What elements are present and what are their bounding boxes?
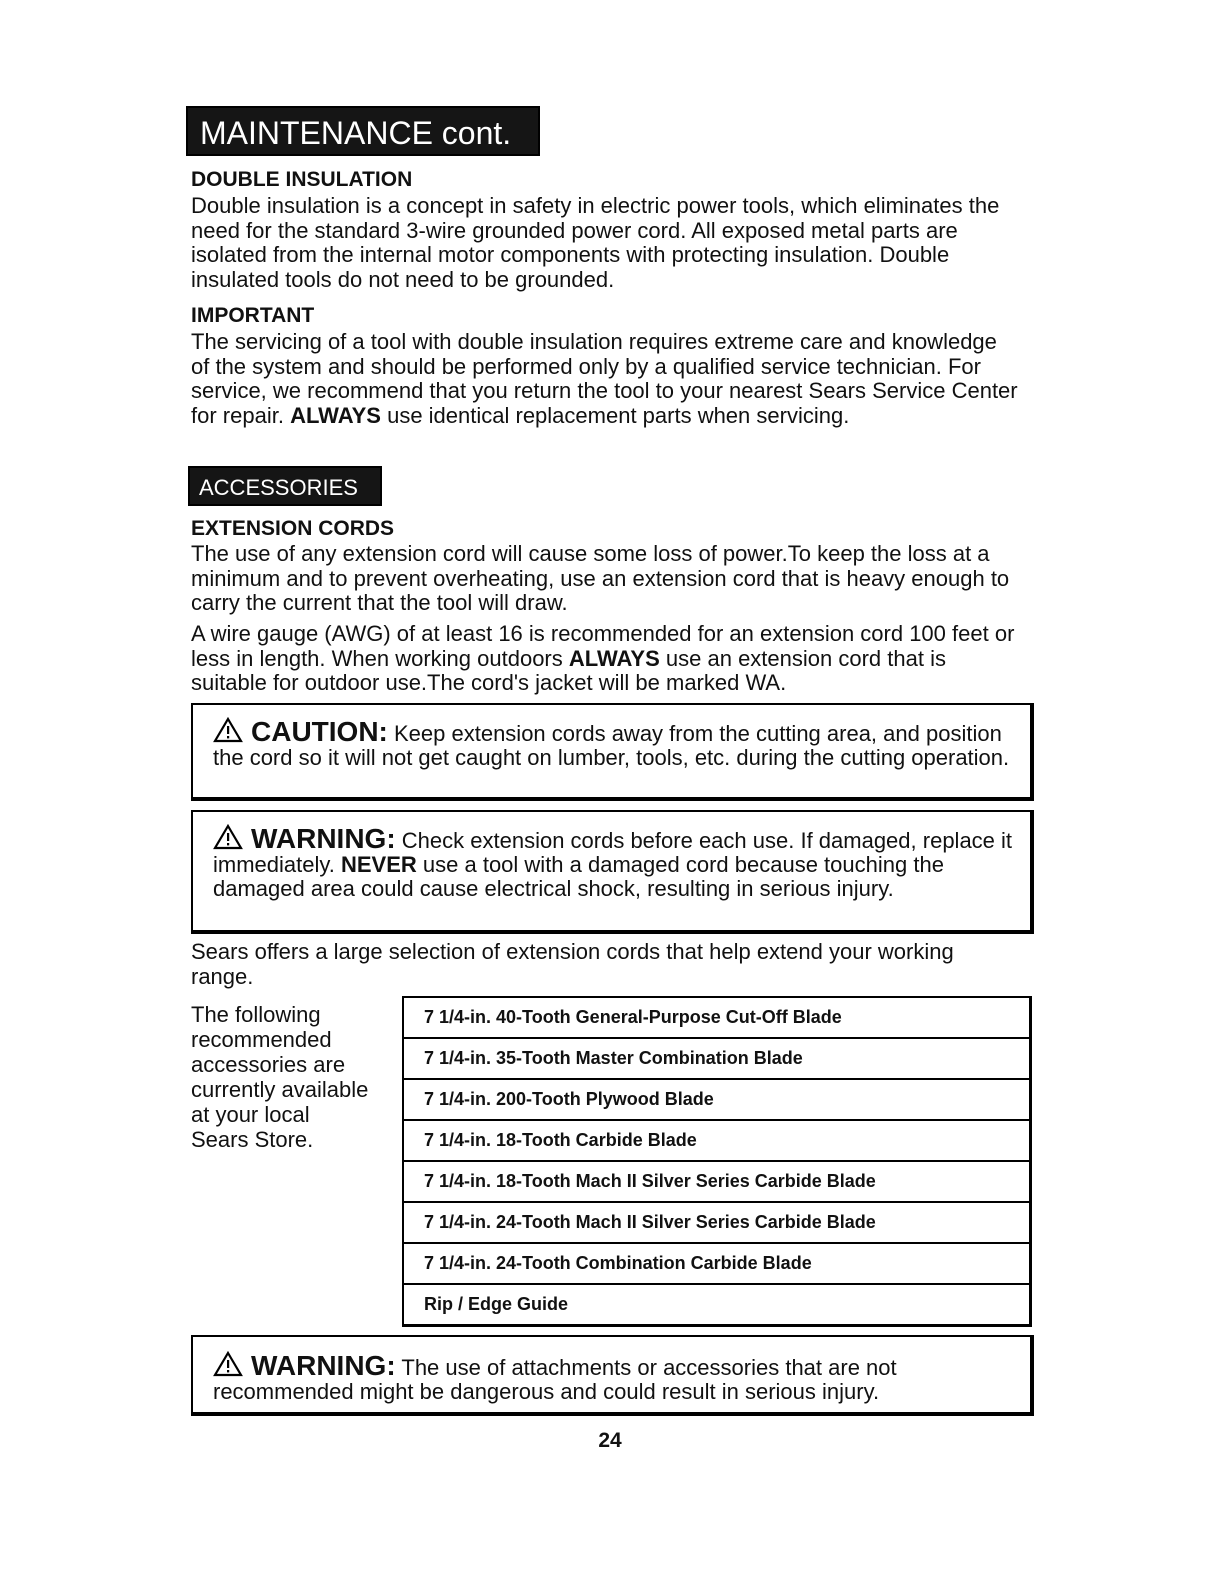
recommended-accessories-note: The following recommended accessories are currently available at your local Sears Store.: [191, 1002, 369, 1152]
caution-box: [191, 703, 1034, 801]
table-row: [403, 1243, 1031, 1284]
accessory-item: 7 1/4-in. 18-Tooth Mach II Silver Series Carbide Blade: [403, 1161, 1031, 1202]
warning-text-extension: [213, 824, 1013, 901]
warning-box-extension: [191, 810, 1034, 934]
warning-message-start: Check extension cords before each use. If damaged, replace it immediately.: [213, 828, 1013, 877]
accessory-item: 7 1/4-in. 40-Tooth General-Purpose Cut-Off Blade: [424, 1007, 842, 1027]
warning-text-accessories: [213, 1351, 1013, 1404]
double-insulation-body: Double insulation is a concept in safety in electric power tools, which eliminates the need for the standard 3-wire grounded power cord. All exposed metal parts are isolated from the internal motor components with protecting insulation. Double insulated tools do not need to be grounded.: [191, 193, 1000, 292]
warning-message-end: use a tool with a damaged cord because touching the damaged area could cause electrical shock, resulting in serious injury.: [213, 852, 944, 901]
table-row: [403, 997, 1031, 1038]
sears-offers-text: Sears offers a large selection of extension cords that help extend your working range.: [191, 939, 954, 989]
accessory-item: 7 1/4-in. 24-Tooth Mach II Silver Series Carbide Blade: [403, 1202, 1031, 1243]
accessory-item: Rip / Edge Guide: [403, 1284, 1031, 1326]
warning-signal-word: WARNING:: [251, 823, 396, 854]
warning-emphasis: NEVER: [340, 852, 417, 877]
important-body-start: The servicing of a tool with double insulation requires extreme care and knowledge of the system and should be performed only by a qualified service technician. For service, we recommend that you return the tool to your nearest Sears Service Center for repair.: [191, 329, 1018, 428]
accessory-item: 7 1/4-in. 35-Tooth Master Combination Blade: [403, 1038, 1031, 1079]
maintenance-banner: MAINTENANCE cont.: [186, 106, 540, 156]
page-number: 24: [598, 1429, 622, 1452]
extension-cords-para2: [191, 622, 1026, 696]
important-body-end: use identical replacement parts when servicing.: [387, 402, 850, 428]
extension-cords-para2-start: A wire gauge (AWG) of at least 16 is recommended for an extension cord 100 feet or less in length. When working outdoors: [191, 621, 1015, 671]
accessory-item: 7 1/4-in. 200-Tooth Plywood Blade: [403, 1079, 1031, 1120]
warning-triangle-icon: [213, 824, 243, 850]
important-body: [191, 330, 1021, 428]
accessories-table: [402, 996, 1032, 1327]
double-insulation-heading: DOUBLE INSULATION: [191, 168, 413, 191]
warning-signal-word: WARNING:: [251, 1350, 396, 1381]
accessory-item: 7 1/4-in. 18-Tooth Carbide Blade: [403, 1120, 1031, 1161]
warning-triangle-icon: [213, 717, 243, 743]
warning-box-accessories: [191, 1335, 1034, 1416]
extension-cords-para2-end: use an extension cord that is suitable for outdoor use.The cord's jacket will be marked WA.: [191, 645, 946, 695]
accessory-item: 7 1/4-in. 24-Tooth Combination Carbide Blade: [403, 1243, 1031, 1284]
table-row: [403, 1284, 1031, 1326]
extension-cords-heading: EXTENSION CORDS: [191, 517, 395, 540]
extension-cords-para1: The use of any extension cord will cause some loss of power.To keep the loss at a minimum and to prevent overheating, use an extension cord that is heavy enough to carry the current that the tool will draw.: [191, 541, 1010, 615]
accessories-banner: ACCESSORIES: [188, 466, 382, 506]
caution-message: Keep extension cords away from the cutting area, and position the cord so it will not get caught on lumber, tools, etc. during the cutting operation.: [213, 721, 1010, 770]
warning-triangle-icon: [213, 1351, 243, 1377]
table-row: [403, 1079, 1031, 1120]
caution-text: [213, 717, 1013, 770]
important-heading: IMPORTANT: [191, 304, 315, 327]
table-row: [403, 1161, 1031, 1202]
table-row: [403, 1038, 1031, 1079]
warning-message: The use of attachments or accessories that are not recommended might be dangerous and could result in serious injury.: [213, 1355, 897, 1404]
table-row: [403, 1120, 1031, 1161]
extension-cords-emphasis: ALWAYS: [568, 645, 660, 671]
table-row: [403, 1202, 1031, 1243]
important-emphasis: ALWAYS: [290, 402, 381, 428]
caution-signal-word: CAUTION:: [251, 716, 388, 747]
